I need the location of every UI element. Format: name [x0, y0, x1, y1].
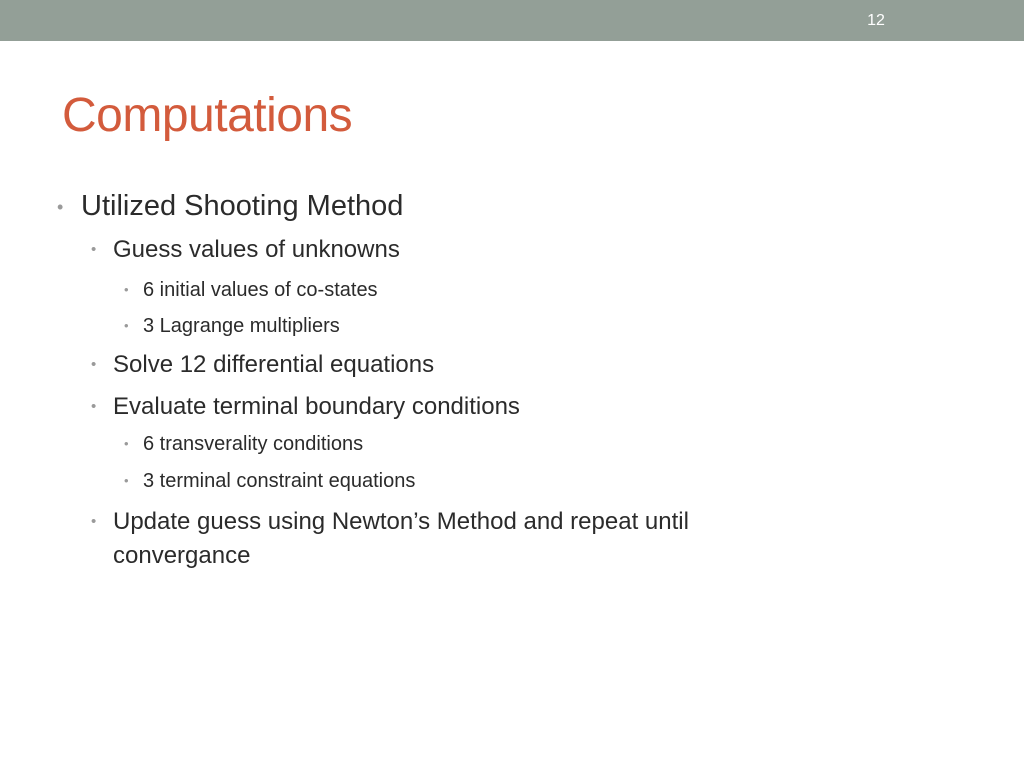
- slide-number: 12: [867, 12, 885, 29]
- bullet-icon: •: [124, 473, 129, 488]
- bullet-text: Utilized Shooting Method: [81, 190, 404, 222]
- bullet-text: Update guess using Newton’s Method and repeat until: [113, 508, 689, 535]
- slide-title: Computations: [62, 89, 353, 142]
- bullet-icon: •: [91, 356, 97, 373]
- bullet-icon: •: [91, 398, 97, 415]
- bullet-icon: •: [57, 197, 64, 217]
- bullet-icon: •: [91, 513, 97, 530]
- bullet-icon: •: [124, 318, 129, 333]
- bullet-icon: •: [124, 282, 129, 297]
- bullet-text: Guess values of unknowns: [113, 236, 400, 263]
- bullet-icon: •: [124, 436, 129, 451]
- bullet-text: convergance: [113, 542, 251, 569]
- bullet-text: Solve 12 differential equations: [113, 351, 435, 378]
- bullet-text: Evaluate terminal boundary conditions: [113, 393, 520, 420]
- bullet-icon: •: [91, 241, 97, 258]
- bullet-text: 6 transverality conditions: [143, 433, 364, 455]
- bullet-text: 3 terminal constraint equations: [143, 470, 416, 492]
- bullet-text: 6 initial values of co-states: [143, 279, 378, 301]
- bullet-text: 3 Lagrange multipliers: [143, 315, 340, 337]
